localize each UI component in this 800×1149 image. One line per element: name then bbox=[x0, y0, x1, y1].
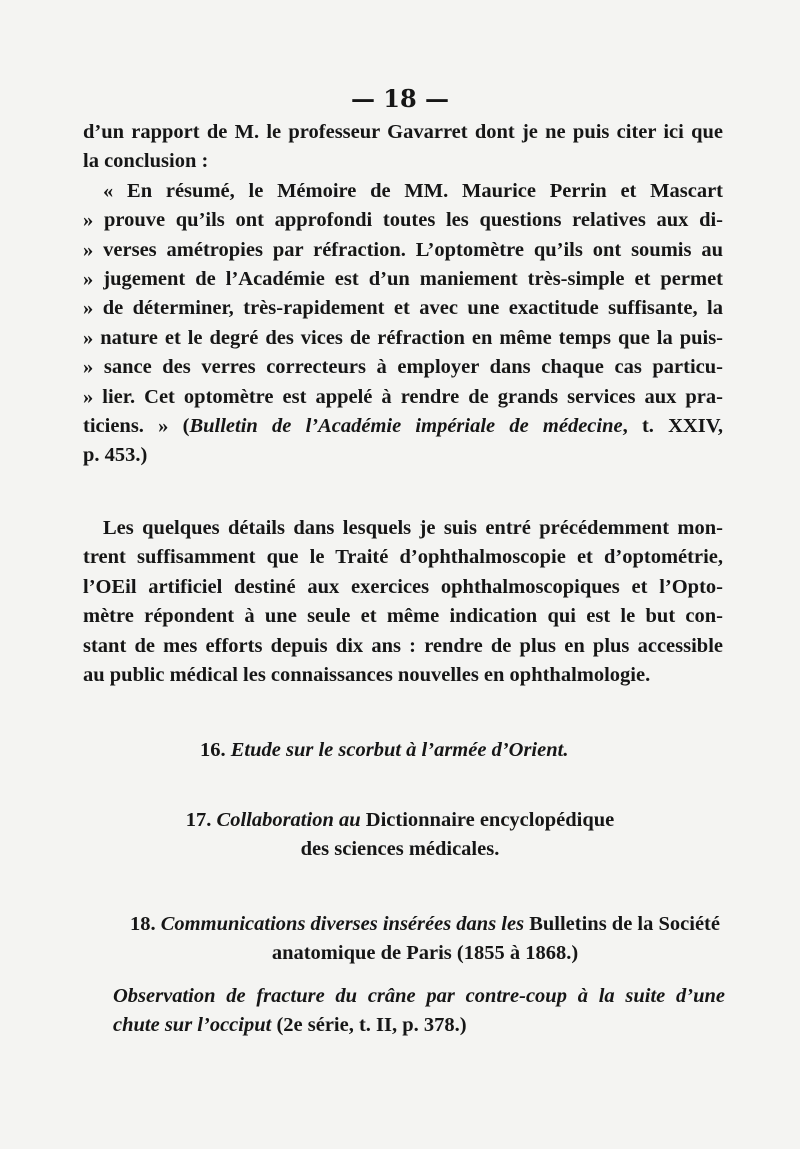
text-line: Les quelques détails dans lesquels je suis entré précédemment mon- bbox=[103, 517, 723, 539]
citation-line bbox=[83, 412, 723, 441]
paragraph-block bbox=[83, 514, 723, 690]
text-line: stant de mes efforts depuis dix ans : rendre de plus en plus accessible bbox=[83, 634, 723, 657]
citation-suffix: , t. XXIV, bbox=[622, 415, 723, 438]
text-line: » de déterminer, très-rapidement et avec une exactitude suffisante, la bbox=[83, 297, 723, 320]
text-line: » jugement de l’Académie est d’un maniement très-simple et permet bbox=[83, 268, 723, 291]
page-number: — 18 — bbox=[350, 84, 450, 113]
text-line: » lier. Cet optomètre est appelé à rendre de grands services aux pra- bbox=[83, 385, 723, 408]
observation-line: Observation de fracture du crâne par contre-coup à la suite d’une bbox=[113, 985, 725, 1007]
section-title: Etude sur le scorbut à l’armée d’Orient. bbox=[230, 739, 569, 761]
observation-entry bbox=[113, 982, 725, 1041]
section-title-rest: Bulletins de la Société bbox=[529, 913, 720, 935]
section-16-heading bbox=[200, 736, 568, 765]
text-line: « En résumé, le Mémoire de MM. Maurice Perrin et Mascart bbox=[103, 179, 723, 202]
citation-title: Bulletin de l’Académie impériale de médecine bbox=[189, 415, 623, 438]
text-line: trent suffisamment que le Traité d’ophthalmoscopie et d’optométrie, bbox=[83, 546, 723, 569]
observation-title-end: chute sur l’occiput bbox=[113, 1014, 272, 1037]
text-line: d’un rapport de M. le professeur Gavarret dont je ne puis citer ici que bbox=[83, 121, 723, 143]
section-number: 18. bbox=[130, 913, 156, 935]
section-title-line2: des sciences médicales. bbox=[300, 838, 500, 860]
observation-line bbox=[113, 1011, 725, 1040]
section-title-rest: Dictionnaire encyclopédique bbox=[365, 809, 615, 831]
quote-block bbox=[83, 118, 723, 471]
text-line: mètre répondent à une seule et même indication qui est le but con- bbox=[83, 605, 723, 628]
text-line: la conclusion : bbox=[83, 150, 209, 173]
text-line: » verses amétropies par réfraction. L’optomètre qu’ils ont soumis au bbox=[83, 238, 723, 261]
page-reference: p. 453.) bbox=[83, 444, 148, 467]
text-line: » nature et le degré des vices de réfraction en même temps que la puis- bbox=[83, 326, 723, 349]
section-number: 16. bbox=[200, 739, 226, 761]
section-title-italic: Collaboration au bbox=[216, 809, 361, 831]
text-line: l’OEil artificiel destiné aux exercices ophthalmoscopiques et l’Opto- bbox=[83, 575, 723, 598]
text-line: au public médical les connaissances nouvelles en ophthalmologie. bbox=[83, 664, 651, 687]
citation-prefix: ticiens. » ( bbox=[83, 415, 190, 438]
section-17-heading bbox=[160, 806, 640, 864]
section-title-line2: anatomique de Paris (1855 à 1868.) bbox=[271, 942, 579, 964]
section-number: 17. bbox=[185, 809, 212, 831]
text-line: » prouve qu’ils ont approfondi toutes les questions relatives aux di- bbox=[83, 209, 723, 232]
text-line: » sance des verres correcteurs à employer dans chaque cas particu- bbox=[83, 356, 723, 379]
observation-reference: (2e série, t. II, p. 378.) bbox=[276, 1014, 467, 1037]
section-title-italic: Communications diverses insérées dans les bbox=[160, 913, 525, 935]
section-18-heading bbox=[100, 910, 750, 968]
